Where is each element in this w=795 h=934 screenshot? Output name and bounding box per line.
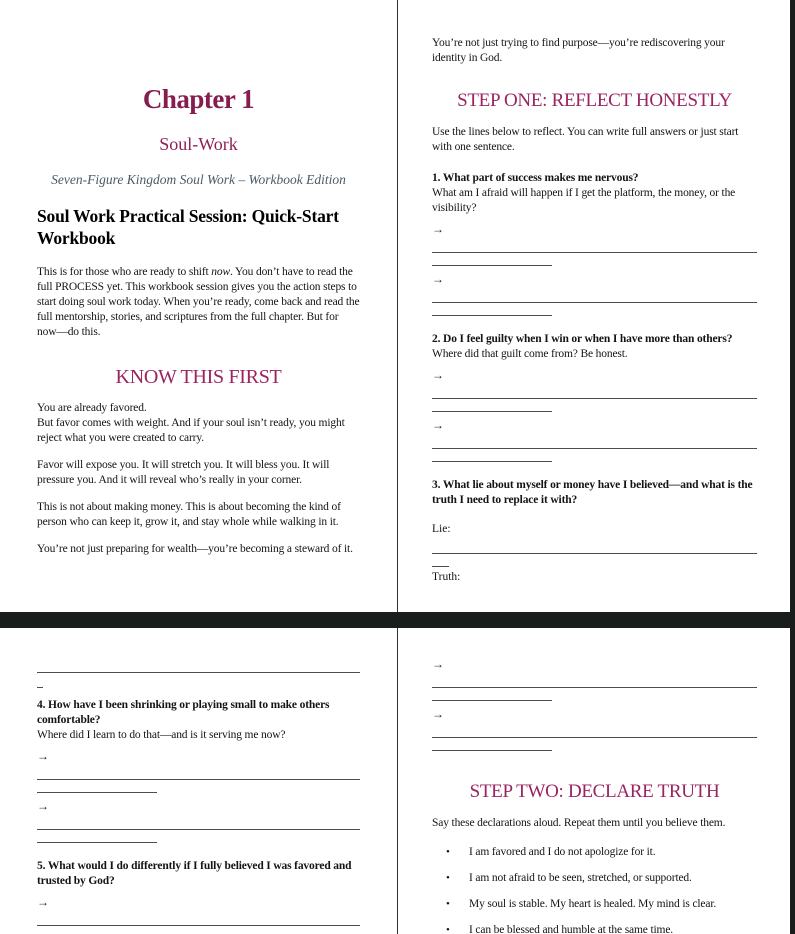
section-title: Soul Work Practical Session: Quick-Start Workbook bbox=[37, 206, 339, 249]
answer-line-long bbox=[432, 687, 757, 688]
page-row-separator-bar bbox=[0, 612, 795, 628]
paragraph-favored-line1: You are already favored. bbox=[37, 402, 147, 415]
answer-line-long bbox=[432, 252, 757, 253]
workbook-page-3 bbox=[0, 628, 396, 934]
arrow-marker: → bbox=[432, 272, 444, 286]
answer-line-long bbox=[432, 302, 757, 303]
answer-line-short bbox=[432, 265, 552, 266]
declaration-text: I am favored and I do not apologize for it. bbox=[469, 846, 656, 858]
paragraph-not-about-money: This is not about making money. This is about becoming the kind of person who can keep it, grow it, and stay whole while walking in it. bbox=[37, 501, 341, 529]
edition-subtitle: Seven-Figure Kingdom Soul Work – Workbook Edition bbox=[51, 172, 346, 187]
chapter-title: Chapter 1 bbox=[142, 84, 255, 114]
intro-text-pre: This is for those who are ready to shift bbox=[37, 266, 212, 279]
workbook-page-4 bbox=[398, 628, 790, 934]
paragraph-favored bbox=[37, 401, 360, 446]
chapter-subtitle: Soul-Work bbox=[159, 134, 238, 154]
question-3-bold: 3. What lie about myself or money have I believed—and what is the truth I need to replace it with? bbox=[432, 479, 753, 506]
paragraph-expose: Favor will expose you. It will stretch you. It will bless you. It will pressure you. And it will reveal who’s really in your corner. bbox=[37, 459, 330, 487]
workbook-page-2 bbox=[398, 0, 790, 612]
bullet-icon: • bbox=[446, 872, 450, 884]
arrow-marker: → bbox=[432, 368, 444, 382]
identity-paragraph: You’re not just trying to find purpose—you’re rediscovering your identity in God. bbox=[432, 37, 725, 64]
answer-line-tiny bbox=[432, 566, 449, 567]
bullet-icon: • bbox=[446, 846, 450, 858]
paragraph-steward: You’re not just preparing for wealth—you’re becoming a steward of it. bbox=[37, 543, 353, 556]
lie-label: Lie: bbox=[432, 523, 451, 535]
arrow-marker: → bbox=[432, 657, 444, 671]
viewer-right-edge bbox=[790, 0, 795, 934]
answer-line-long bbox=[432, 448, 757, 449]
arrow-marker: → bbox=[37, 895, 49, 909]
intro-text-post: . You don’t have to read the full PROCESS yet. This workbook session gives you the action steps to start doing soul work today. When you’re ready, come back and read the full mentorship, stories, and scriptures from the full chapter. But for now—do this. bbox=[37, 266, 360, 339]
page-column-divider bbox=[397, 0, 399, 934]
answer-line-long bbox=[432, 737, 757, 738]
declaration-text: My soul is stable. My heart is healed. My mind is clear. bbox=[469, 898, 717, 910]
truth-label: Truth: bbox=[432, 571, 461, 583]
declaration-text: I can be blessed and humble at the same time. bbox=[469, 924, 674, 934]
arrow-marker: → bbox=[432, 707, 444, 721]
declaration-item bbox=[432, 845, 757, 860]
answer-line-long bbox=[37, 779, 360, 780]
answer-line-short bbox=[37, 792, 157, 793]
question-2-bold: 2. Do I feel guilty when I win or when I have more than others? bbox=[432, 333, 733, 345]
answer-line-long bbox=[37, 672, 360, 673]
declaration-item bbox=[432, 897, 757, 912]
paragraph-favored-rest: But favor comes with weight. And if your soul isn’t ready, you might reject what you were created to carry. bbox=[37, 417, 345, 445]
answer-line-long bbox=[432, 553, 757, 554]
answer-line-short bbox=[432, 461, 552, 462]
declaration-text: I am not afraid to be seen, stretched, or supported. bbox=[469, 872, 692, 884]
answer-line-short bbox=[432, 750, 552, 751]
answer-line-short bbox=[432, 700, 552, 701]
answer-line-long bbox=[432, 398, 757, 399]
declaration-item bbox=[432, 871, 757, 886]
question-5-bold: 5. What would I do differently if I fully believed I was favored and trusted by God? bbox=[37, 860, 352, 887]
know-this-first-heading: KNOW THIS FIRST bbox=[115, 366, 282, 389]
bullet-icon: • bbox=[446, 898, 450, 910]
intro-paragraph bbox=[37, 265, 360, 340]
reflect-instructions: Use the lines below to reflect. You can write full answers or just start with one sentence. bbox=[432, 126, 739, 153]
answer-line-dash bbox=[37, 687, 43, 688]
workbook-page-1 bbox=[0, 0, 396, 612]
answer-line-long bbox=[37, 829, 360, 830]
question-4-bold: 4. How have I been shrinking or playing small to make others comfortable? bbox=[37, 699, 330, 726]
arrow-marker: → bbox=[37, 799, 49, 813]
answer-line-long bbox=[37, 925, 360, 926]
intro-text-italic: now bbox=[211, 266, 231, 279]
bullet-icon: • bbox=[446, 924, 450, 934]
arrow-marker: → bbox=[37, 749, 49, 763]
answer-line-short bbox=[432, 411, 552, 412]
question-1-sub: What am I afraid will happen if I get the platform, the money, or the visibility? bbox=[432, 187, 736, 214]
question-4-sub: Where did I learn to do that—and is it serving me now? bbox=[37, 729, 286, 741]
step-one-heading: STEP ONE: REFLECT HONESTLY bbox=[457, 90, 732, 111]
declare-instructions: Say these declarations aloud. Repeat them until you believe them. bbox=[432, 817, 726, 829]
arrow-marker: → bbox=[432, 418, 444, 432]
arrow-marker: → bbox=[432, 222, 444, 236]
declarations-list bbox=[432, 845, 757, 934]
question-2-sub: Where did that guilt come from? Be honest. bbox=[432, 348, 628, 360]
declaration-item bbox=[432, 923, 757, 934]
question-1-bold: 1. What part of success makes me nervous? bbox=[432, 172, 639, 184]
answer-line-short bbox=[432, 315, 552, 316]
answer-line-short bbox=[37, 842, 157, 843]
step-two-heading: STEP TWO: DECLARE TRUTH bbox=[469, 781, 720, 802]
